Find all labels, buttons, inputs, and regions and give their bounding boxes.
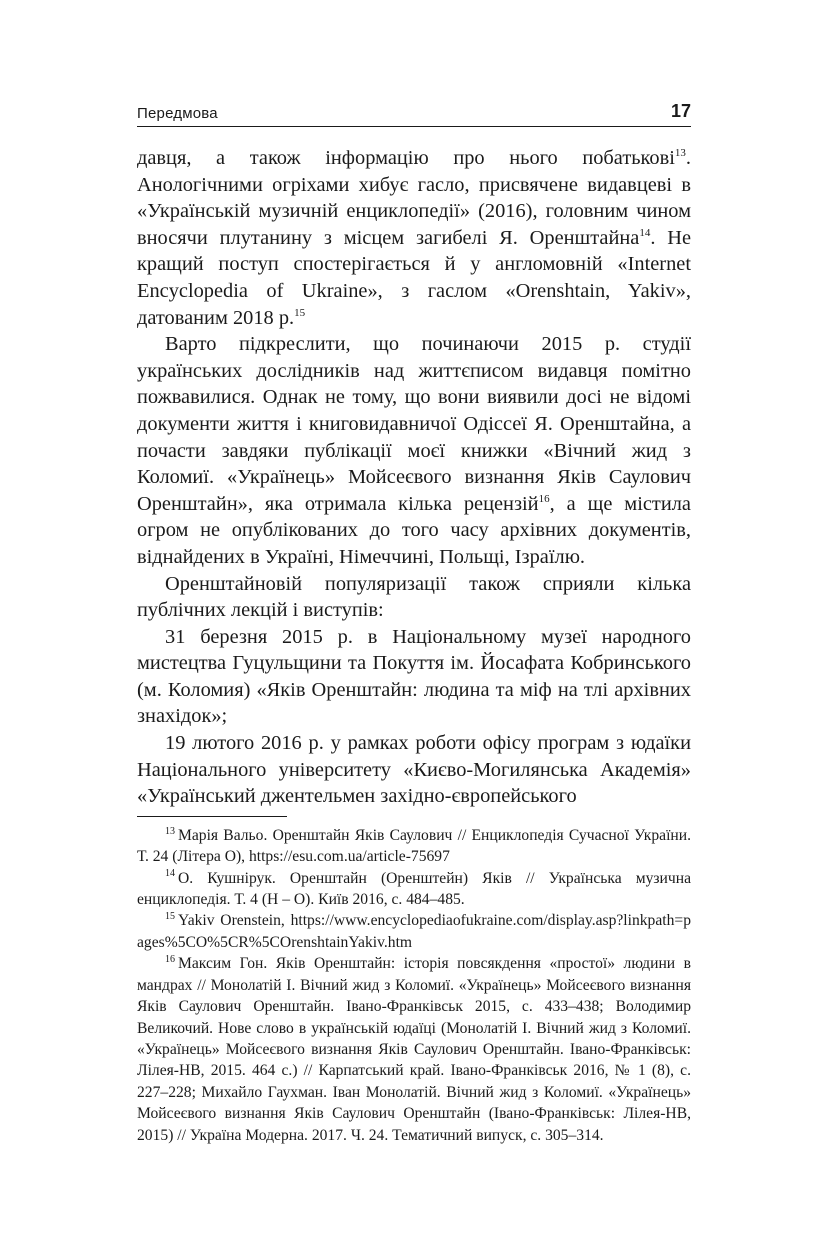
text-run: , а ще містила огром не опублікованих до того часу архівних документів, віднайдених в Україні, Німеччині, Польщі, Ізраїлю.: [137, 492, 691, 568]
text-run: Варто підкреслити, що починаючи 2015 р. студії українських дослідників над життєписом видавця помітно пожвавилися. Однак не тому, що вони виявили досі не відомі документи життя і книговидавничої Одіссеї Я. Оренштайна, а почасти завдяки публікації моєї книжки «Вічний жид з Коломиї. «Українець» Мойсеєвого визнання Яків Саулович Оренштайн», яка отримала кілька рецензій: [137, 333, 691, 515]
footnotes: [137, 825, 691, 1146]
footnote-number: 16: [165, 954, 175, 966]
running-head: [137, 100, 691, 127]
footnote-text: Максим Гон. Яків Оренштайн: історія повсякдення «простої» людини в мандрах // Монолатій І. Вічний жид з Коломиї. «Українець» Мойсеєвого визнання Яків Саулович Оренштайн. Івано-Франківськ 2015, с. 433–438; Володимир Великочий. Нове слово в українській юдаїці (Монолатій І. Вічний жид з Коломиї. «Українець» Мойсеєвого визнання Яків Саулович Оренштайн. Івано-Франківськ: Лілея-НВ, 2015. 464 с.) // Карпатський край. Івано-Франківськ 2016, № 1 (8), с. 227–228; Михайло Гаухман. Іван Монолатій. Вічний жид з Коломиї. «Українець» Мойсеєвого визнання Яків Саулович Оренштайн (Івано-Франківськ: Лілея-НВ, 2015) // Україна Модерна. 2017. Ч. 24. Тематичний випуск, с. 305–314.: [137, 955, 691, 1144]
paragraph-5: 19 лютого 2016 р. у рамках роботи офісу програм з юдаїки Національного університету «Києво-Могилянська Академія» «Український джентельмен західно-європейського: [137, 732, 691, 808]
footnote-text: Yakiv Orenstein, https://www.encyclopediaofukraine.com/display.asp?linkpath=pages%5CO%5CR%5COrenshtainYakiv.htm: [137, 912, 691, 951]
book-page: [137, 100, 691, 1146]
text-run: . Анологічними огріхами хибує гасло, присвячене видавцеві в «Українській музичній енциклопедії» (2016), головним чином вносячи плутанину з місцем загибелі Я. Оренштайна: [137, 147, 691, 249]
paragraph-4: 31 березня 2015 р. в Національному музеї народного мистецтва Гуцульщини та Покуття ім. Йосафата Кобринського (м. Коломия) «Яків Оренштайн: людина та міф на тлі архівних знахідок»;: [137, 625, 691, 728]
footnote-ref-15: 15: [294, 306, 306, 319]
footnote-text: О. Кушнірук. Оренштайн (Оренштейн) Яків // Українська музична енциклопедія. Т. 4 (Н – О). Київ 2016, с. 484–485.: [137, 869, 691, 909]
footnote-13: [137, 825, 691, 868]
text-run: . Не кращий поступ спостерігається й у англомовній «Internet Encyclopedia of Ukraine», з гаслом «Orenshtain, Yakiv», датованим 2018 р.: [137, 226, 691, 329]
footnote-ref-16: 16: [538, 492, 550, 505]
running-title: Передмова: [137, 105, 218, 122]
paragraph-2: [137, 331, 691, 570]
footnote-separator: [137, 816, 287, 817]
paragraph-1: [137, 145, 691, 331]
footnote-15: [137, 910, 691, 953]
footnote-ref-14: 14: [639, 226, 651, 239]
text-run: давця, а також інформацію про нього побатькові: [137, 147, 675, 169]
body-text: [137, 145, 691, 810]
footnote-number: 15: [165, 911, 175, 923]
footnote-16: [137, 953, 691, 1146]
footnote-number: 13: [165, 825, 175, 837]
footnote-number: 14: [165, 868, 175, 880]
footnote-ref-13: 13: [674, 147, 686, 160]
paragraph-3: Оренштайновій популяризації також сприяли кілька публічних лекцій і виступів:: [137, 572, 691, 622]
page-number: 17: [670, 101, 691, 121]
footnote-text: Марія Вальо. Оренштайн Яків Саулович // Енциклопедія Сучасної України. Т. 24 (Літера О), https://esu.com.ua/article-75697: [137, 826, 691, 866]
footnote-14: [137, 868, 691, 911]
